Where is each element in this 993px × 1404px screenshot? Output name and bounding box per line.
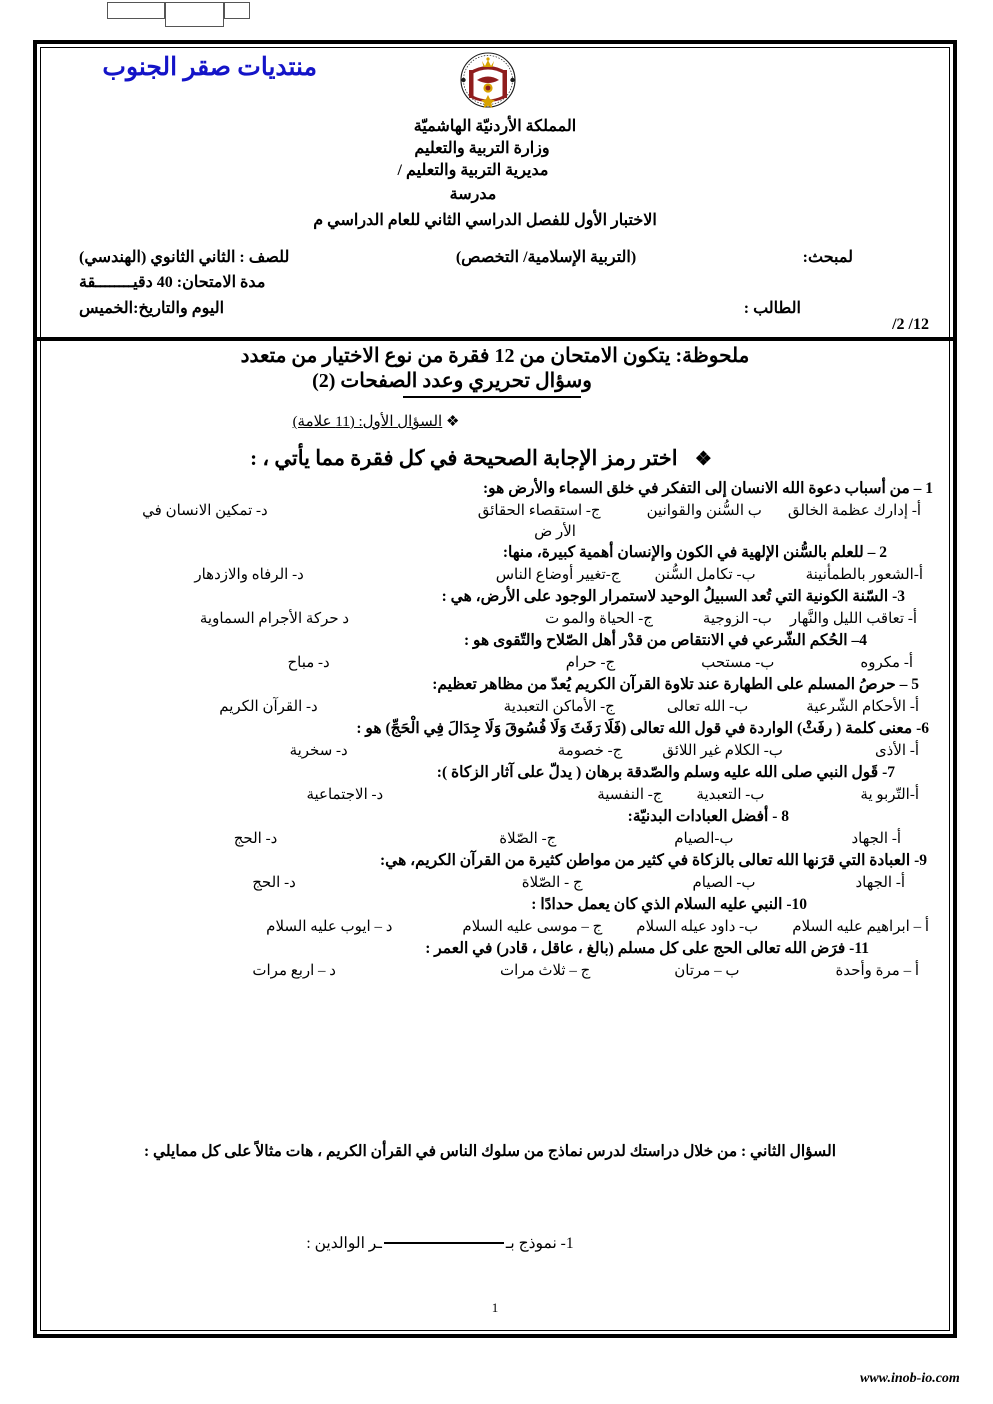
option-b[interactable]: ب- الصيام (692, 875, 756, 891)
question-options (51, 916, 939, 938)
subject-label: لمبحث: (802, 249, 853, 266)
header-line-kingdom: المملكة الأردنيّة الهاشميّة (413, 118, 577, 135)
answer-instruction-text: اختر رمز الإجابة الصحيحة في كل فقرة مما يأتي ، : (250, 446, 678, 470)
option-d[interactable]: د حركة الأجرام السماوية (199, 611, 350, 627)
question-options (51, 784, 939, 806)
question-two-item-1 (37, 1234, 953, 1253)
site-credit: www.inob-io.com (860, 1371, 960, 1386)
question-stem: 3- السّنة الكونية التي تُعد السبيلُ الوحيد لاستمرار الوجود على الأرض، هي : (441, 588, 905, 605)
question-options (51, 828, 939, 850)
question-item (51, 586, 939, 630)
option-a[interactable]: أ- تعاقب الليل والنَّهار (789, 611, 917, 627)
option-a[interactable]: أ- الجهاد (855, 875, 905, 891)
header-row-duration (61, 272, 929, 292)
top-stray-table (107, 2, 250, 27)
option-a[interactable]: أ – مرة وأحدة (835, 963, 919, 979)
question-options (51, 740, 939, 762)
question-item (51, 478, 939, 542)
header-line-directorate: مديرية التربية والتعليم / (397, 162, 549, 179)
option-a[interactable]: أ-الشعور بالطمأنينة (805, 567, 923, 583)
option-c[interactable]: ج- الأماكن التعبدية (503, 699, 615, 715)
header-row-subject (61, 247, 929, 267)
day-date-value: اليوم والتاريخ:الخميس (79, 300, 225, 317)
option-d[interactable]: د – اربع مرات (252, 963, 336, 979)
diamond-bullet-icon-2: ❖ (694, 449, 712, 470)
question-item (51, 718, 939, 762)
page-content (37, 44, 953, 1334)
option-b[interactable]: ب – مرتان (674, 963, 740, 979)
option-b[interactable]: ب- الكلام غير اللائق (662, 743, 783, 759)
option-b[interactable]: ب- داود عيله السلام (636, 919, 759, 935)
option-a[interactable]: أ- الأحكام الشّرعية (806, 699, 919, 715)
diamond-bullet-icon: ❖ (445, 414, 460, 430)
option-d[interactable]: د – ايوب عليه السلام (266, 919, 393, 935)
option-c[interactable]: ج- خصومة (557, 743, 623, 759)
option-c[interactable]: ج- حرام (565, 655, 616, 671)
header-row-date (61, 316, 929, 334)
question-two-item-1-suffix: ـر الوالدين : (306, 1235, 382, 1252)
student-label: الطالب : (743, 300, 801, 317)
option-d[interactable]: د- مباح (287, 655, 330, 671)
option-d[interactable]: د- الحج (252, 875, 296, 891)
question-options (51, 872, 939, 894)
question-item (51, 850, 939, 894)
option-c[interactable]: ج- الصّلاة (499, 831, 557, 847)
question-one-heading-text: السؤال الأول: (11 علامة) (292, 414, 443, 430)
question-stem: 6- معنى كلمة ( رفَثْ) الواردة في قول الله تعالى (فَلَا رَفَثَ وَلَا فُسُوقَ وَلَا جِدَالَ فِي الْحَجِّ) هو : (356, 720, 929, 737)
question-item (51, 938, 939, 982)
note-line-1: ملحوظة: يتكون الامتحان من 12 فقرة من نوع الاختيار من متعدد (240, 345, 750, 367)
option-c[interactable]: ج-تغيير أوضاع الناس (495, 567, 621, 583)
forum-watermark: منتديات صقر الجنوب (102, 54, 317, 81)
subject-value: (التربية الإسلامية/ التخصص) (455, 249, 637, 266)
option-b[interactable]: ب السُّنن والقوانين (646, 503, 762, 519)
option-d[interactable]: د- تمكين الانسان في (142, 503, 268, 519)
question-stem: 8 - أفضل العبادات البدنيّة: (627, 808, 789, 825)
question-options (51, 608, 939, 630)
answer-blank-line[interactable] (384, 1242, 504, 1244)
option-a[interactable]: أ-التّربو ية (860, 787, 919, 803)
question-options (51, 652, 939, 674)
mcq-list (51, 478, 939, 982)
header-row-student (61, 298, 929, 318)
question-item (51, 630, 939, 674)
header-line-ministry: وزارة التربية والتعليم (414, 140, 550, 157)
question-item (51, 674, 939, 718)
question-stem: 4– الحُكم الشّرعي في الانتقاص من قدْر أهل الصّلاح والتّقوى هو : (464, 632, 867, 649)
option-d[interactable]: د- سخرية (289, 743, 348, 759)
option-c[interactable]: ج - الصّلاة (521, 875, 583, 891)
class-value: للصف : الثاني الثانوي (الهندسي) (79, 249, 290, 266)
option-a[interactable]: أ- الأذى (874, 743, 919, 759)
stray-box-3 (224, 2, 250, 19)
question-stem: 7- قَول النبي صلى الله عليه وسلم والصّدقة برهان ( يدلّ على آثار الزكاة ): (436, 764, 895, 781)
date-value: 12/ 2/ (892, 316, 929, 333)
header-titles (37, 116, 953, 232)
question-stem: 2 – للعلم بالسُّنن الإلهية في الكون والإنسان أهمية كبيرة، منها: (502, 544, 887, 561)
question-stem: 11- فرَض الله تعالى الحج على كل مسلم (بالغ ، عاقل ، قادر) في العمر : (425, 940, 869, 957)
answer-instruction (37, 446, 953, 471)
question-item (51, 762, 939, 806)
option-c[interactable]: ج- الحياة والمو ت (545, 611, 653, 627)
question-options (51, 500, 939, 522)
duration-value: مدة الامتحان: 40 دقيــــــــقة (79, 274, 266, 291)
option-c[interactable]: ج- استقصاء الحقائق (477, 503, 601, 519)
option-b[interactable]: ب- الزوجية (702, 611, 772, 627)
question-stem: 9- العبادة التي قرَنها الله تعالى بالزكاة في كثير من مواطن كثيرة من القرآن الكريم، هي: (379, 852, 927, 869)
header-line-school: مدرسة (449, 186, 497, 203)
question-two-item-1-prefix: 1- نموذج بـ (505, 1235, 574, 1252)
header-line-exam-title: الاختبار الأول للفصل الدراسي الثاني للعام الدراسي م (313, 212, 657, 229)
stray-box-2 (165, 2, 224, 27)
question-stem: 10- النبي عليه السلام الذي كان يعمل حدادًا : (531, 896, 807, 913)
option-c[interactable]: ج- النفسية (597, 787, 663, 803)
option-a[interactable]: أ- الجهاد (851, 831, 901, 847)
option-d[interactable]: د- القرآن الكريم (219, 699, 318, 715)
question-stem: 1 – من أسباب دعوة الله الانسان إلى التفكر في خلق السماء والأرض هو: (482, 480, 933, 497)
question-options (51, 564, 939, 586)
stray-box-1 (107, 2, 165, 19)
option-wrap-continuation: الأر ض (534, 524, 576, 540)
question-options (51, 696, 939, 718)
note-line-2: وسؤال تحريري وعدد الصفحات (2) (312, 370, 592, 392)
option-d[interactable]: د- الحج (233, 831, 278, 847)
jordan-coat-of-arms-icon (455, 50, 521, 114)
question-options (51, 960, 939, 982)
option-b[interactable]: ب- التعبدية (696, 787, 765, 803)
question-item (51, 894, 939, 938)
option-a[interactable]: أ – ابراهيم عليه السلام (792, 919, 929, 935)
page-number: 1 (491, 1300, 499, 1315)
option-b[interactable]: ب- الله تعالى (666, 699, 749, 715)
option-a[interactable]: أ- إدارك عظمة الخالق (787, 503, 921, 519)
option-b[interactable]: ب- تكامل السُّنن (654, 567, 756, 583)
question-one-heading (37, 412, 953, 431)
option-c[interactable]: ج – موسى عليه السلام (462, 919, 603, 935)
exam-page-frame (33, 40, 957, 1338)
option-d[interactable]: د- الرفاه والازدهار (194, 567, 304, 583)
question-stem: 5 – حرصُ المسلم على الطهارة عند تلاوة القرآن الكريم يُعدّ من مظاهر تعظيم: (432, 676, 919, 693)
question-two-heading: السؤال الثاني : من خلال دراستك لدرس نماذج من سلوك الناس في القرأن الكريم ، هات مثالاً على كل ممايلي : (143, 1143, 837, 1160)
option-d[interactable]: د- الاجتماعية (306, 787, 384, 803)
question-item (51, 806, 939, 850)
option-c[interactable]: ج – ثلاث مرات (500, 963, 591, 979)
option-a[interactable]: أ- مكروه (860, 655, 913, 671)
note-underline-rule (403, 396, 581, 398)
exam-note (55, 344, 935, 394)
question-item (51, 542, 939, 586)
option-b[interactable]: ب- مستحب (701, 655, 775, 671)
option-b[interactable]: ب-الصيام (674, 831, 734, 847)
